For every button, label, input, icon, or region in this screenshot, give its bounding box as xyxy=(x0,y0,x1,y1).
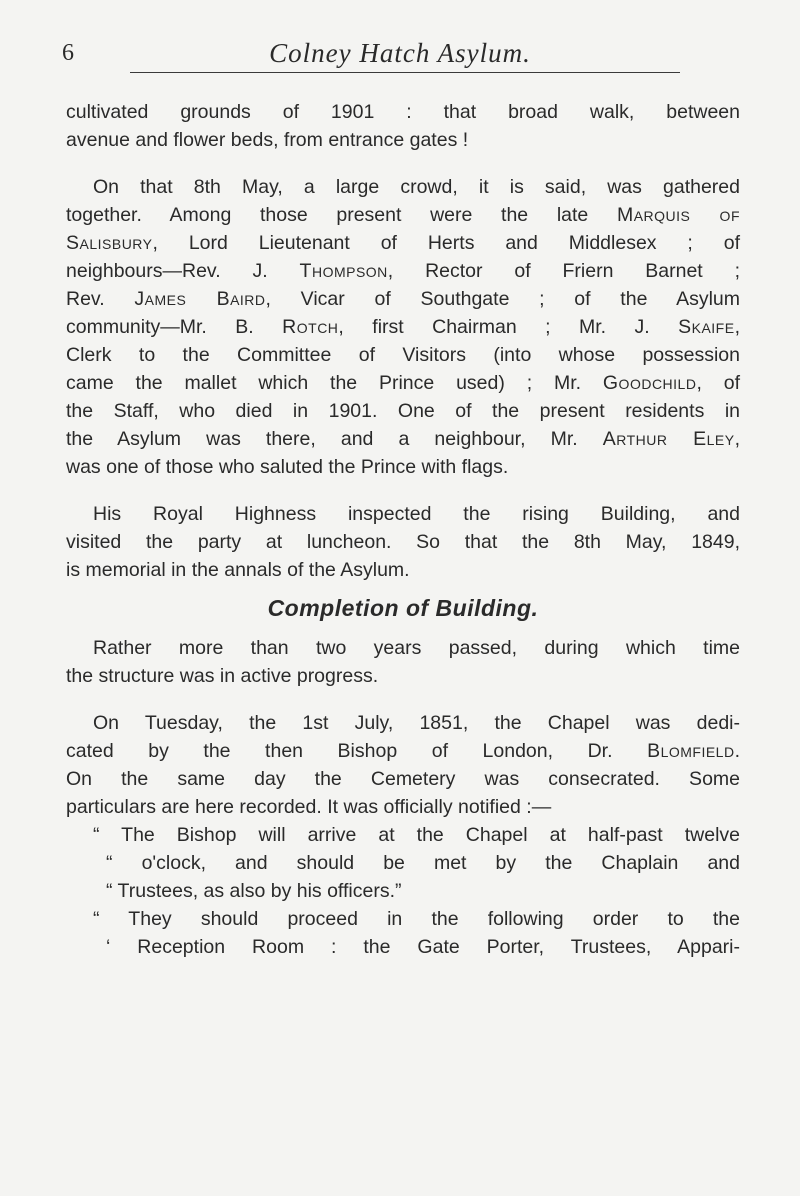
name-smallcaps: Blomfield xyxy=(647,740,735,762)
running-title: Colney Hatch Asylum. xyxy=(269,38,531,68)
text-line: the structure was in active progress. xyxy=(66,665,379,687)
text-line: visited the party at luncheon. So that the 8th May, 1849, xyxy=(66,531,740,553)
text-line xyxy=(66,369,740,397)
name-smallcaps: James Baird xyxy=(134,288,266,310)
text-span: , xyxy=(734,316,740,338)
text-span: the Asylum was there, and a neighbour, Mr. xyxy=(66,428,578,450)
text-span: cated by the then Bishop of London, Dr. xyxy=(66,740,613,762)
text-span: , of xyxy=(696,372,740,394)
text-span: , xyxy=(734,428,740,450)
paragraph-5 xyxy=(66,709,740,821)
text-line: the Staff, who died in 1901. One of the present residents in xyxy=(66,400,740,422)
paragraph-1 xyxy=(66,98,740,154)
name-smallcaps: Salisbury xyxy=(66,232,153,254)
text-line: “ They should proceed in the following order to the xyxy=(93,908,740,930)
text-line xyxy=(66,257,740,285)
text-line xyxy=(66,425,740,453)
text-line: Rather more than two years passed, during which time xyxy=(93,637,740,659)
section-heading: Completion of Building. xyxy=(267,595,539,621)
text-line: cultivated grounds of 1901 : that broad walk, between xyxy=(66,101,740,123)
paragraph-4 xyxy=(66,634,740,690)
text-span: , Vicar of Southgate ; of the Asylum xyxy=(265,288,740,310)
text-line: Clerk to the Committee of Visitors (into whose possession xyxy=(66,344,740,366)
name-smallcaps: Arthur Eley xyxy=(602,428,735,450)
quotation-1 xyxy=(66,821,740,905)
text-span: came the mallet which the Prince used) ; Mr. xyxy=(66,372,582,394)
quotation-2 xyxy=(66,905,740,961)
text-line: was one of those who saluted the Prince with flags. xyxy=(66,456,509,478)
text-span: . xyxy=(734,740,741,762)
text-span: together. Among those present were the late xyxy=(66,204,589,226)
page-body xyxy=(66,98,740,961)
text-line: On the same day the Cemetery was consecrated. Some xyxy=(66,768,740,790)
name-smallcaps: Goodchild xyxy=(602,372,697,394)
text-span: neighbours—Rev. J. xyxy=(66,260,268,282)
text-line: “ o'clock, and should be met by the Chaplain and xyxy=(106,852,740,874)
header-rule xyxy=(130,72,680,73)
text-line: is memorial in the annals of the Asylum. xyxy=(66,559,410,581)
page-number: 6 xyxy=(62,40,74,66)
text-line: His Royal Highness inspected the rising Building, and xyxy=(93,503,740,525)
paragraph-3 xyxy=(66,500,740,584)
text-line: avenue and flower beds, from entrance gates ! xyxy=(66,129,469,151)
text-line xyxy=(66,201,740,229)
text-line xyxy=(66,285,740,313)
text-line: “ Trustees, as also by his officers.” xyxy=(106,880,402,902)
text-line xyxy=(66,229,740,257)
text-span: community—Mr. B. xyxy=(66,316,254,338)
text-span: Rev. xyxy=(66,288,105,310)
name-smallcaps: Rotch xyxy=(282,316,339,338)
name-smallcaps: Skaife xyxy=(678,316,735,338)
name-smallcaps: Thompson xyxy=(299,260,388,282)
text-line: particulars are here recorded. It was officially notified :— xyxy=(66,796,552,818)
text-span: , first Chairman ; Mr. J. xyxy=(338,316,650,338)
text-line: On Tuesday, the 1st July, 1851, the Chapel was dedi- xyxy=(93,712,740,734)
text-span: , Rector of Friern Barnet ; xyxy=(387,260,741,282)
text-line: “ The Bishop will arrive at the Chapel at half-past twelve xyxy=(93,824,740,846)
text-line: ‘ Reception Room : the Gate Porter, Trustees, Appari- xyxy=(106,936,740,958)
name-smallcaps: Marquis of xyxy=(616,204,740,226)
text-span: , Lord Lieutenant of Herts and Middlesex ; of xyxy=(152,232,740,254)
text-line xyxy=(66,313,740,341)
paragraph-2 xyxy=(66,173,740,481)
text-line xyxy=(66,737,740,765)
text-line: On that 8th May, a large crowd, it is said, was gathered xyxy=(93,176,740,198)
